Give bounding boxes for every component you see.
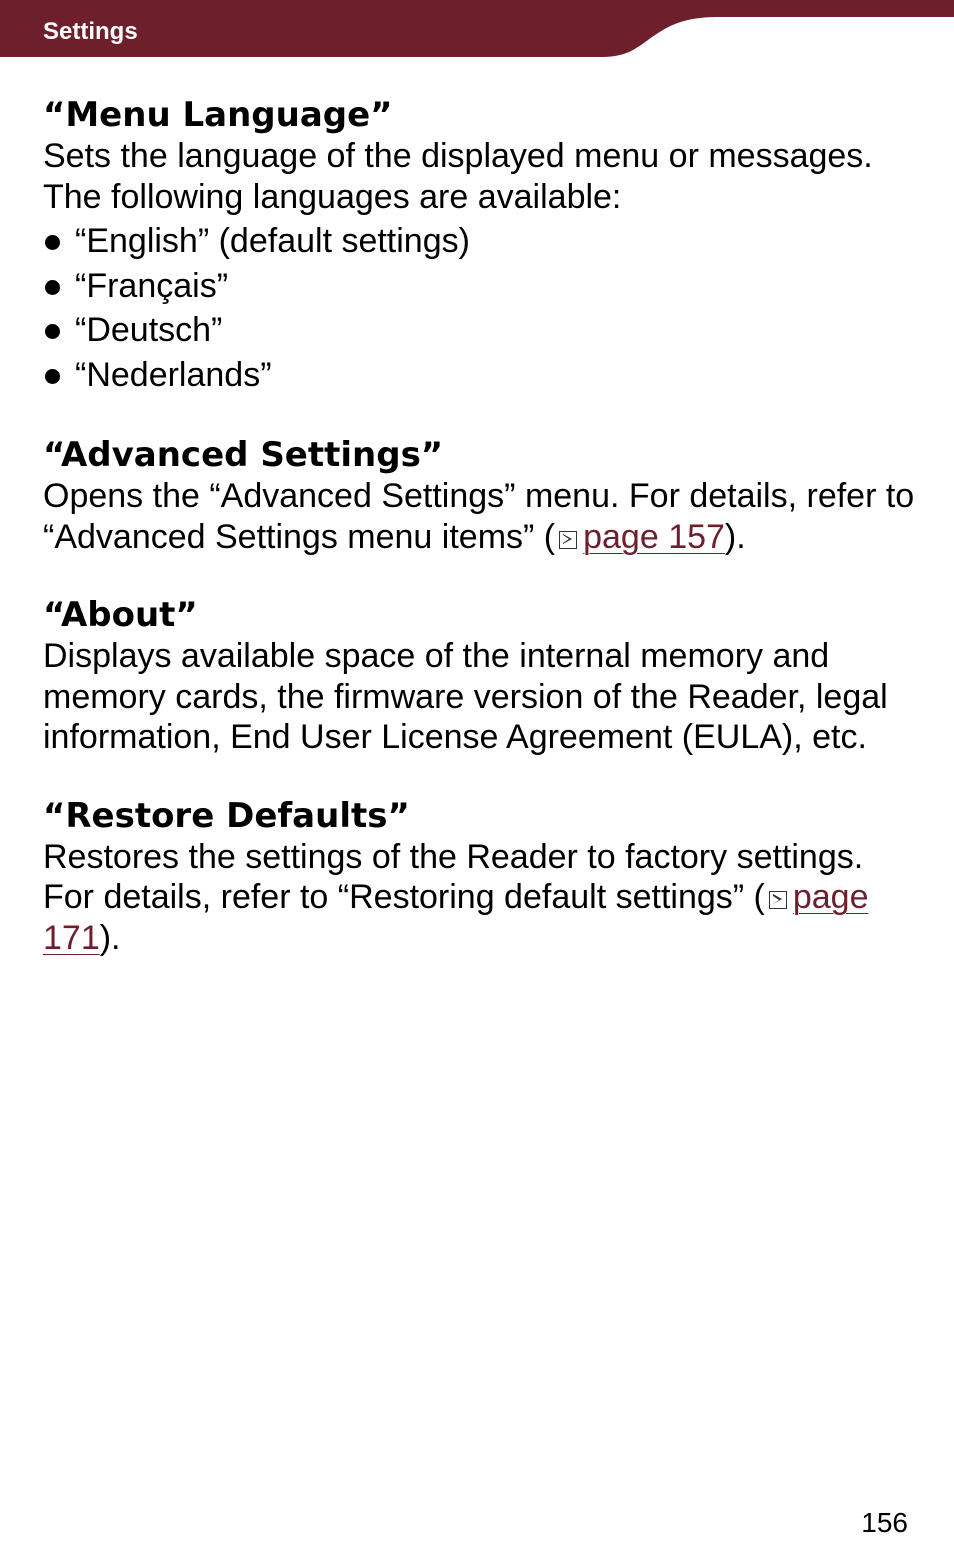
header-tab-fill — [0, 0, 954, 57]
header-tab-shape — [0, 0, 954, 58]
list-item — [43, 353, 923, 398]
section-title: “Restore Defaults” — [43, 795, 410, 836]
section-description: Sets the language of the displayed menu or messages. The following languages are available: — [43, 137, 873, 216]
list-item — [43, 219, 923, 264]
bullet-dot-icon — [45, 280, 60, 295]
description-text: Opens the “Advanced Settings” menu. For details, refer to “Advanced Settings menu items” ( — [43, 477, 915, 556]
main-content — [43, 94, 923, 995]
section-advanced-settings — [43, 434, 923, 557]
description-text-end: ). — [99, 918, 121, 957]
section-about — [43, 594, 923, 758]
page-reference-icon — [769, 891, 787, 909]
section-title: “About” — [43, 595, 198, 635]
language-option: “Nederlands” — [75, 355, 272, 394]
page-157-link[interactable]: page 157 — [583, 517, 725, 556]
list-item — [43, 308, 923, 353]
section-description: Displays available space of the internal memory and memory cards, the firmware version of the Reader, legal information, End User License Agreement (EULA), etc. — [43, 637, 888, 756]
section-menu-language — [43, 94, 923, 397]
section-title: “Menu Language” — [43, 95, 393, 135]
page-reference-icon — [559, 531, 577, 549]
description-text-end: ). — [724, 517, 746, 556]
page-number: 156 — [861, 1507, 908, 1538]
bullet-dot-icon — [45, 369, 60, 384]
language-option: “Deutsch” — [75, 311, 223, 349]
section-restore-defaults — [43, 795, 923, 959]
header-bar — [0, 0, 954, 58]
bullet-dot-icon — [45, 324, 60, 339]
language-list — [43, 219, 923, 397]
header-title: Settings — [43, 18, 138, 45]
description-text: Restores the settings of the Reader to factory settings. For details, refer to “Restoring default settings” ( — [43, 837, 864, 916]
language-option: “English” (default settings) — [75, 222, 470, 260]
page-171-link[interactable]: page 171 — [43, 878, 869, 957]
section-description — [43, 837, 923, 959]
section-description — [43, 476, 923, 557]
section-title: “Advanced Settings” — [43, 435, 444, 475]
list-item — [43, 264, 923, 309]
bullet-dot-icon — [45, 235, 60, 250]
language-option: “Français” — [75, 266, 229, 305]
